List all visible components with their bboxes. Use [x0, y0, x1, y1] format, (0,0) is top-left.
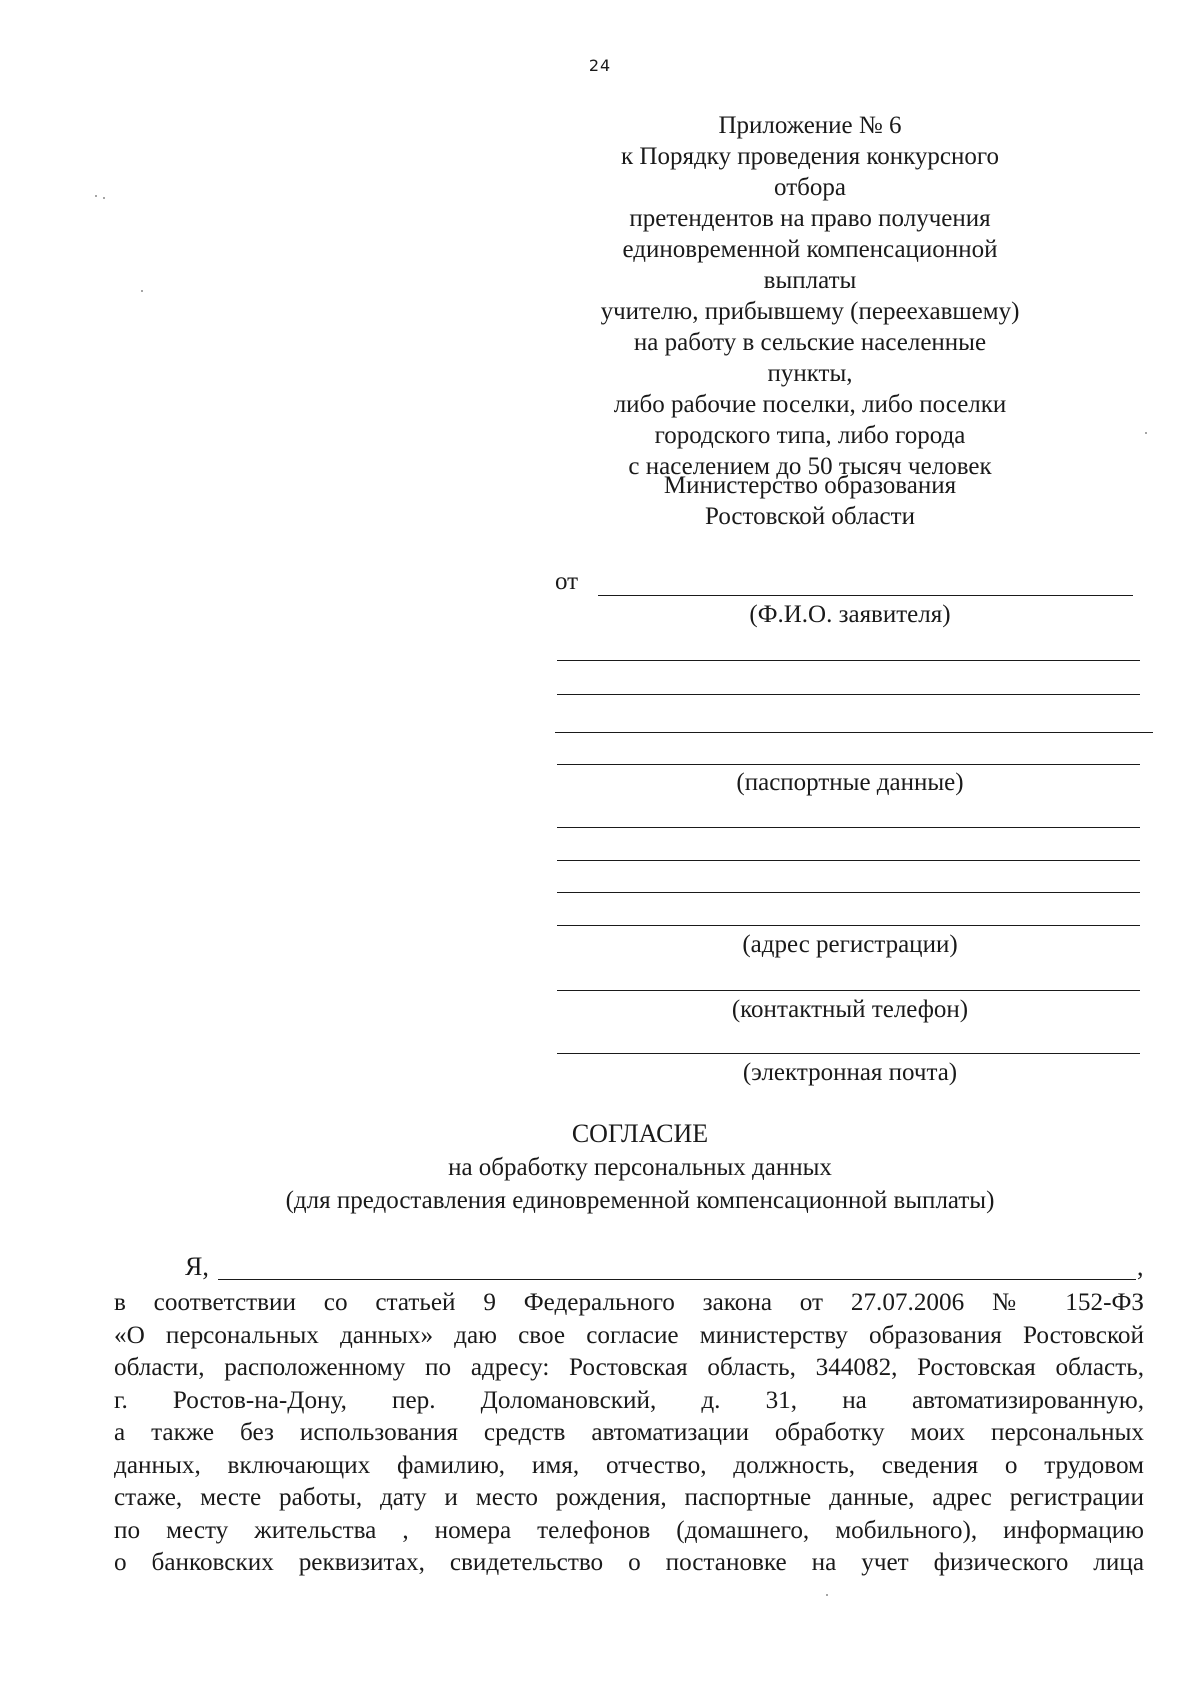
- passport-field-line[interactable]: [557, 660, 1140, 661]
- addressee-ministry: Министерство образования: [663, 472, 957, 499]
- address-field-line[interactable]: [557, 827, 1140, 828]
- address-field-line[interactable]: [557, 860, 1140, 861]
- appendix-line: к Порядку проведения конкурсного отбора: [621, 143, 999, 201]
- fio-field-line[interactable]: [598, 595, 1133, 596]
- applicant-name-field-line[interactable]: [218, 1279, 1136, 1280]
- scan-speck: [95, 195, 97, 197]
- address-caption: (адрес регистрации): [742, 931, 958, 958]
- document-title: СОГЛАСИЕ: [571, 1119, 709, 1148]
- address-field-line[interactable]: [557, 925, 1140, 926]
- passport-field-line[interactable]: [557, 694, 1140, 695]
- addressee: [640, 470, 980, 532]
- appendix-line: учителю, прибывшему (переехавшему): [600, 298, 1020, 325]
- addressee-region: Ростовской области: [705, 503, 915, 530]
- consent-line: области, расположенному по адресу: Ростовская область, 344082, Ростовская область,: [114, 1354, 1144, 1381]
- consent-line: а также без использования средств автоматизации обработку моих персональных: [114, 1419, 1144, 1446]
- passport-caption: (паспортные данные): [736, 769, 964, 796]
- document-subtitle: на обработку персональных данных: [448, 1154, 832, 1181]
- appendix-line: Приложение № 6: [718, 112, 902, 139]
- consent-line: данных, включающих фамилию, имя, отчество, должность, сведения о трудовом: [114, 1451, 1144, 1479]
- passport-field-line[interactable]: [557, 764, 1140, 765]
- scan-speck: [141, 290, 143, 292]
- document-subtitle-purpose: (для предоставления единовременной компенсационной выплаты): [285, 1187, 995, 1214]
- consent-body: [114, 1287, 1144, 1580]
- consent-line: стаже, месте работы, дату и место рождения, паспортные данные, адрес регистрации: [114, 1484, 1144, 1511]
- consent-line: о банковских реквизитах, свидетельство о постановке на учет физического лица: [114, 1549, 1144, 1576]
- appendix-line: либо рабочие поселки, либо поселки: [613, 391, 1007, 418]
- fio-caption: (Ф.И.О. заявителя): [749, 601, 951, 628]
- consent-line: в соответствии со статьей 9 Федерального закона от 27.07.2006 № 152-ФЗ: [114, 1289, 1144, 1316]
- appendix-line: городского типа, либо города: [654, 422, 966, 449]
- email-caption: (электронная почта): [742, 1059, 958, 1086]
- passport-field-line[interactable]: [555, 732, 1153, 733]
- appendix-line: единовременной компенсационной выплаты: [622, 236, 998, 294]
- phone-caption: (контактный телефон): [731, 996, 969, 1023]
- appendix-line: претендентов на право получения: [629, 205, 991, 232]
- ya-label: Я,: [185, 1252, 209, 1281]
- appendix-header: [590, 110, 1030, 482]
- address-field-line[interactable]: [557, 892, 1140, 893]
- phone-field-line[interactable]: [557, 990, 1140, 991]
- appendix-line: на работу в сельские населенные пункты,: [633, 329, 987, 387]
- consent-line: по месту жительства , номера телефонов (домашнего, мобильного), информацию: [114, 1516, 1144, 1544]
- scan-speck: [103, 197, 105, 199]
- from-label: от: [555, 568, 579, 595]
- scan-speck: [1145, 432, 1147, 434]
- consent-line: г. Ростов-на-Дону, пер. Доломановский, д. 31, на автоматизированную,: [114, 1386, 1144, 1414]
- appendix-line: с населением до 50 тысяч человек: [628, 453, 992, 480]
- page-number: 24: [588, 56, 612, 75]
- consent-line: «О персональных данных» даю свое согласие министерству образования Ростовской: [114, 1321, 1144, 1349]
- ya-comma: ,: [1137, 1252, 1144, 1281]
- email-field-line[interactable]: [557, 1053, 1140, 1054]
- scan-speck: [826, 1594, 828, 1596]
